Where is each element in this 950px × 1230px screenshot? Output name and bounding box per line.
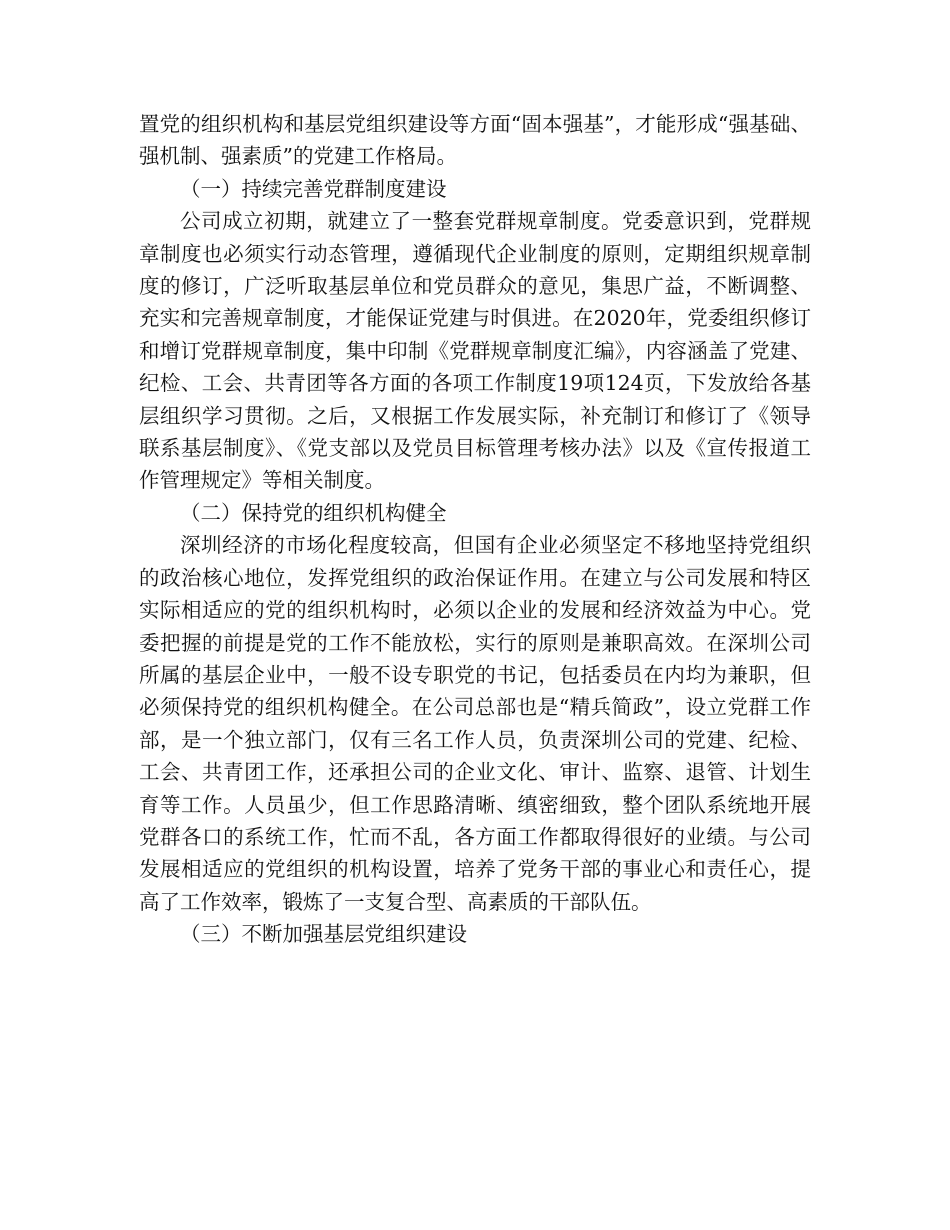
paragraph-party-organization: 深圳经济的市场化程度较高，但国有企业必须坚定不移地坚持党组织的政治核心地位，发挥党组织的政治保证作用。在建立与公司发展和特区实际相适应的党的组织机构时，必须以企业的发展和经济效益为中心。党委把握的前提是党的工作不能放松，实行的原则是兼职高效。在深圳公司所属的基层企业中，一般不设专职党的书记，包括委员在内均为兼职，但必须保持党的组织机构健全。在公司总部也是“精兵简政”，设立党群工作部，是一个独立部门，仅有三名工作人员，负责深圳公司的党建、纪检、工会、共青团工作，还承担公司的企业文化、审计、监察、退管、计划生育等工作。人员虽少，但工作思路清晰、缜密细致，整个团队系统地开展党群各口的系统工作，忙而不乱，各方面工作都取得很好的业绩。与公司发展相适应的党组织的机构设置，培养了党务干部的事业心和责任心，提高了工作效率，锻炼了一支复合型、高素质的干部队伍。 [139,533,811,914]
section-heading-2: （二）保持党的组织机构健全 [180,500,447,525]
section-heading-3: （三）不断加强基层党组织建设 [180,922,467,947]
section-heading-1: （一）持续完善党群制度建设 [180,176,447,201]
paragraph-continued: 置党的组织机构和基层党组织建设等方面“固本强基”，才能形成“强基础、强机制、强素质”的党建工作格局。 [139,112,811,169]
document-page [139,108,811,951]
paragraph-party-rules: 公司成立初期，就建立了一整套党群规章制度。党委意识到，党群规章制度也必须实行动态管理，遵循现代企业制度的原则，定期组织规章制度的修订，广泛听取基层单位和党员群众的意见，集思广益，不断调整、充实和完善规章制度，才能保证党建与时俱进。在2020年，党委组织修订和增订党群规章制度，集中印制《党群规章制度汇编》，内容涵盖了党建、纪检、工会、共青团等各方面的各项工作制度19项124页，下发放给各基层组织学习贯彻。之后，又根据工作发展实际，补充制订和修订了《领导联系基层制度》、《党支部以及党员目标管理考核办法》以及《宣传报道工作管理规定》等相关制度。 [139,209,811,493]
